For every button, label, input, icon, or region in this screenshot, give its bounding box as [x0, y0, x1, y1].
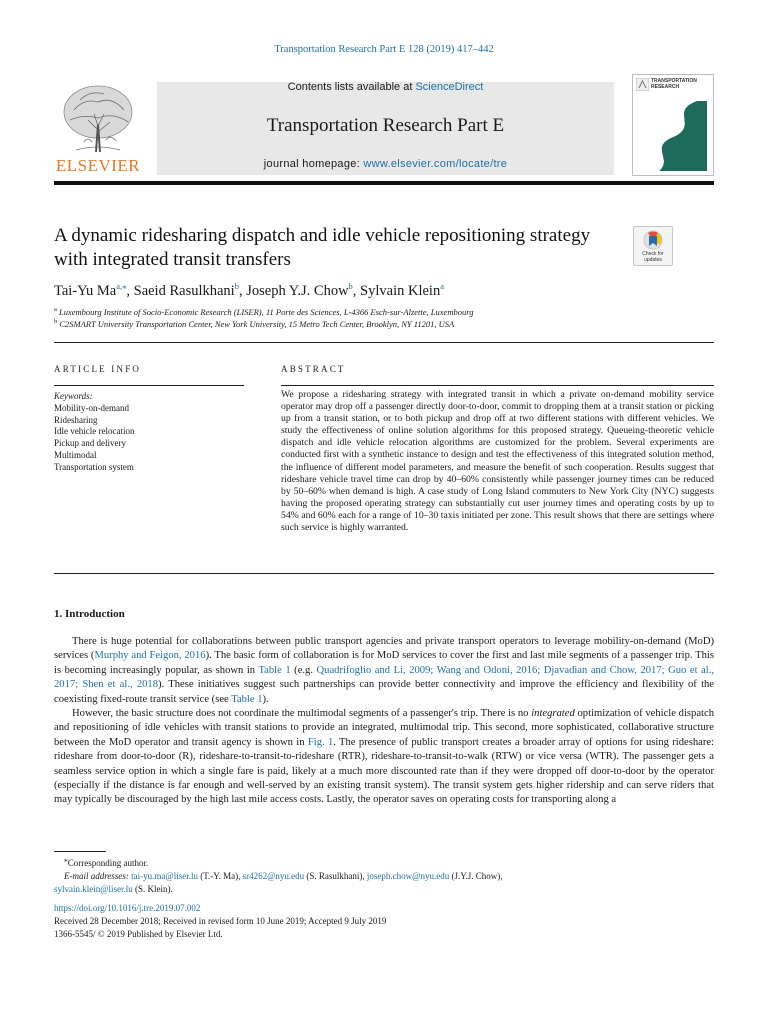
- cover-road-graphic: [639, 101, 707, 171]
- email-label: E-mail addresses:: [64, 871, 129, 882]
- contents-line: [157, 81, 614, 93]
- email-owner: (T.-Y. Ma),: [200, 871, 243, 882]
- email-owner: (S. Rasulkhani),: [306, 871, 367, 882]
- table-link[interactable]: Table 1: [258, 664, 291, 676]
- table-link[interactable]: Table 1: [231, 693, 263, 705]
- keyword: Transportation system: [54, 461, 134, 472]
- elsevier-wordmark: ELSEVIER: [55, 156, 141, 175]
- author-sup[interactable]: b: [234, 281, 239, 291]
- email-addresses-cont: [54, 883, 714, 896]
- affiliation-mark: b: [54, 318, 58, 325]
- email-owner: (J.Y.J. Chow),: [451, 871, 503, 882]
- author-sup[interactable]: b: [348, 281, 353, 291]
- affiliation-mark: a: [54, 306, 57, 313]
- author-name[interactable]: Tai-Yu Ma: [54, 282, 117, 299]
- paragraph: [54, 635, 714, 707]
- corresponding-mark: ⁎: [64, 855, 68, 864]
- article-info-label: ARTICLE INFO: [54, 364, 142, 374]
- affiliation: [54, 318, 714, 329]
- keyword: Pickup and delivery: [54, 438, 126, 449]
- introduction-body: [54, 635, 714, 808]
- crossmark-label: Check for updates: [642, 251, 664, 263]
- paragraph: [54, 707, 714, 808]
- journal-homepage: [157, 158, 614, 170]
- email-link[interactable]: tai-yu.ma@liser.lu: [131, 871, 198, 882]
- text-run: optimization of vehicle dispatch and repositioning of idle vehicles with transit stations to provide an integrated, multimodal trip. This second, more sophisticated, collaborative structure between the MoD operator and transit agency is shown in: [54, 708, 714, 748]
- email-owner: (S. Klein).: [135, 884, 173, 895]
- header-divider: [54, 342, 714, 343]
- text-run: ).: [262, 693, 269, 705]
- affiliation-text: Luxembourg Institute of Socio-Economic Research (LISER), 11 Porte des Sciences, L-4366 Esch-sur-Alzette, Luxembourg: [59, 306, 474, 317]
- author-name[interactable]: Saeid Rasulkhani: [133, 282, 235, 299]
- email-addresses: [54, 870, 714, 883]
- doi-link[interactable]: https://doi.org/10.1016/j.tre.2019.07.002: [54, 903, 201, 913]
- copyright: 1366-5545/ © 2019 Published by Elsevier Ltd.: [54, 928, 223, 939]
- text-run: ). The basic form of collaboration is for MoD services to cover the first and last mile segments of a passenger trip. This is becoming increasingly popular, as shown in: [54, 650, 714, 676]
- text-run: There is huge potential for collaborations between public transport agencies and private transport operators to leverage mobility-on-demand (MoD) services (: [54, 636, 714, 662]
- keyword: Idle vehicle relocation: [54, 426, 135, 437]
- homepage-link[interactable]: www.elsevier.com/locate/tre: [363, 158, 508, 170]
- footnote-rule: [54, 851, 106, 852]
- journal-name: Transportation Research Part E: [266, 115, 505, 136]
- footnotes: [54, 853, 714, 897]
- author-sup[interactable]: a: [440, 281, 444, 291]
- journal-cover-thumbnail[interactable]: [632, 74, 714, 176]
- emphasis: integrated: [531, 708, 575, 720]
- email-link[interactable]: sylvain.klein@liser.lu: [54, 884, 133, 895]
- abstract-text: We propose a ridesharing strategy with integrated transit in which a private on-demand mobility service operator may drop off a passenger directly door-to-door, commit to dropping them at a transit station or picking up from a transit station, or to both pickup and drop off at two different stations with different vehicles. We study the effectiveness of online solution algorithms for this proposed strategy. Queueing-theoretic vehicle dispatch and idle vehicle relocation algorithms are customized for the problem. Several experiments are conducted first with a synthetic instance to design and test the effectiveness of this integrated solution method, the influence of different model parameters, and measure the benefit of such cooperation. Results suggest that rideshare vehicle travel time can drop by 40–60% consistently while passenger journey times can be reduced by 50–60% when demand is high. A case study of Long Island commuters to New York City (NYC) suggests having the proposed operating strategy can substantially cut user journey times and operating costs by up to 54% and 60% each for a range of 10–30 taxis initiated per zone. This result shows that there are settings where such service is highly warranted.: [281, 389, 714, 534]
- publication-info: [54, 902, 714, 940]
- sciencedirect-link[interactable]: ScienceDirect: [415, 81, 484, 93]
- keyword: Multimodal: [54, 449, 97, 460]
- author-list: Tai-Yu $Ma^{a,⁎}$, Saeid Rasulkhani$^b$, Joseph Y.J. Chow$^b$, Sylvain Klein$^a$: [54, 281, 444, 299]
- abstract-label: ABSTRACT: [281, 364, 346, 374]
- crossmark-badge[interactable]: [633, 226, 673, 266]
- affiliation: [54, 306, 714, 317]
- contents-prefix: Contents lists available at: [287, 81, 416, 93]
- article-info-rule: [54, 385, 244, 386]
- reference-link[interactable]: Quadrifoglio and Li, 2009; Wang and Odoni, 2016; Djavadian and Chow, 2017; Guo et al., 2017; Shen et al., 2018: [54, 664, 715, 691]
- masthead-divider: [54, 181, 714, 185]
- email-link[interactable]: joseph.chow@nyu.edu: [366, 871, 450, 882]
- cover-title: TRANSPORTATION RESEARCH: [651, 78, 697, 90]
- keyword: Mobility-on-demand: [54, 402, 129, 413]
- corresponding-text: Corresponding author.: [67, 858, 149, 868]
- corresponding-author-note: [54, 853, 714, 870]
- section-heading-introduction: 1. Introduction: [54, 608, 125, 620]
- author-sup[interactable]: a,⁎: [116, 281, 127, 291]
- email-link[interactable]: sr4262@nyu.edu: [242, 871, 305, 882]
- keywords-block: [54, 391, 254, 474]
- homepage-prefix: journal homepage:: [263, 158, 364, 170]
- received-dates: Received 28 December 2018; Received in revised form 10 June 2019; Accepted 9 July 2019: [54, 915, 387, 926]
- text-run: . The presence of public transport creates a broader array of options for using rideshare: rideshare from door-to-door (R), rideshare-to-transit-to-rideshare (RTR), rideshare-to-transit-to-walk (RTW) or vice versa (WTR). The passenger gets a seamless service option in which a single fare is paid, likely at a much more discounted rate than if they were dropped off door-to-door by the operator (especially if the distance is far enough and well-served by an existing transit system). The transit system gets higher ridership and can serve riders that may typically be discouraged by the high last mile access costs. Lastly, the operator saves on operating costs for transporting along a: [54, 736, 715, 806]
- text-run: ). These initiatives suggest such partnerships can provide better connectivity and improve the efficiency and flexibility of the coexisting fixed-route transit service (see: [54, 679, 715, 705]
- keywords-label: Keywords:: [54, 391, 93, 401]
- crossmark-icon: [643, 230, 663, 250]
- author-name[interactable]: Joseph Y.J. Chow: [246, 282, 349, 299]
- abstract-rule: [281, 385, 714, 386]
- author-name[interactable]: Sylvain Klein: [360, 282, 441, 299]
- article-title: A dynamic ridesharing dispatch and idle vehicle repositioning strategy with integrated transit transfers: [54, 225, 591, 270]
- reference-link[interactable]: Murphy and Feigon, 2016: [94, 650, 206, 662]
- keyword: Ridesharing: [54, 414, 98, 425]
- text-run: However, the basic structure does not coordinate the multimodal segments of a passenger's trip. There is no: [72, 708, 532, 720]
- affiliation-text: C2SMART University Transportation Center, New York University, 15 Metro Tech Center, Brooklyn, NY 11201, USA: [59, 318, 455, 329]
- abstract-divider: [54, 573, 714, 574]
- figure-link[interactable]: Fig. 1: [307, 736, 334, 748]
- cover-logo-icon: [636, 78, 649, 91]
- text-run: (e.g.: [290, 664, 317, 676]
- journal-citation[interactable]: Transportation Research Part E 128 (2019) 417–442: [274, 44, 494, 55]
